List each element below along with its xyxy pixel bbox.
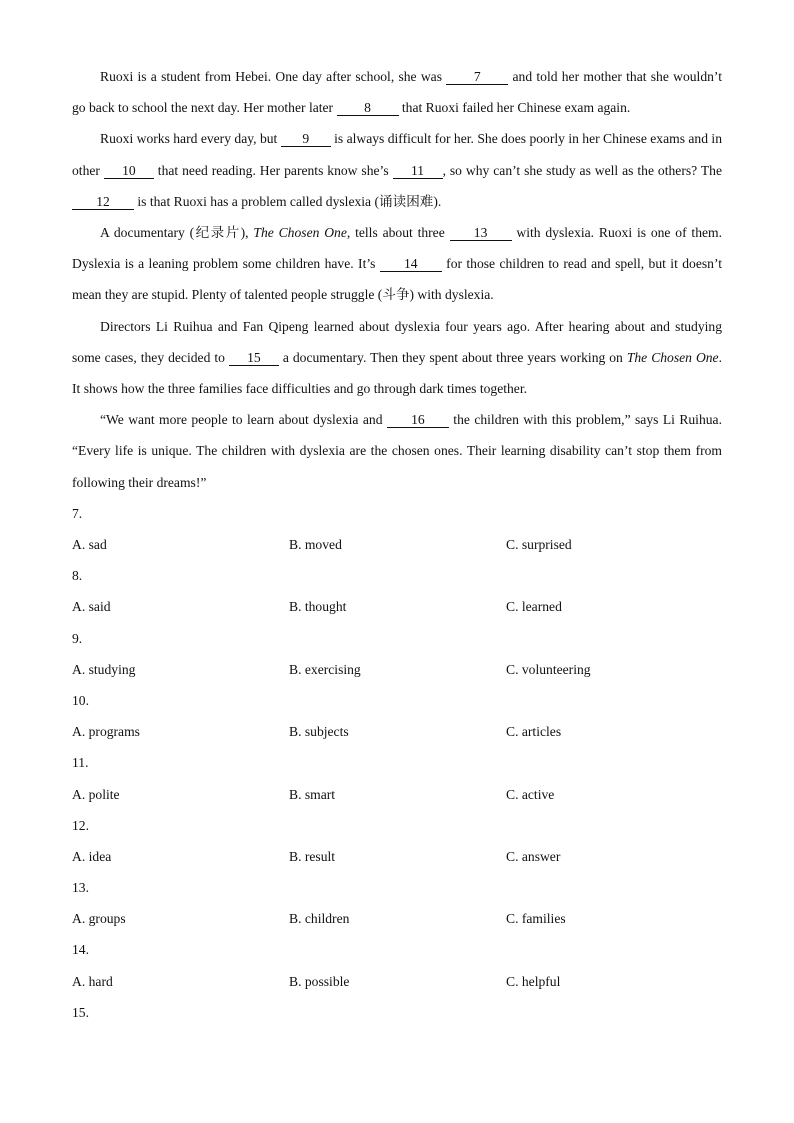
blank-10: 10 xyxy=(104,163,154,179)
passage-paragraph-2 xyxy=(72,123,722,217)
blank-11: 11 xyxy=(393,163,443,179)
question-options xyxy=(72,716,722,747)
p5-text-1: “We want more people to learn about dyslexia and xyxy=(100,412,387,428)
question-options xyxy=(72,654,722,685)
option-b[interactable]: B. result xyxy=(289,848,336,864)
option-b[interactable]: B. smart xyxy=(289,786,336,802)
p1-text-3: that Ruoxi failed her Chinese exam again. xyxy=(398,100,631,116)
option-a[interactable]: A. said xyxy=(72,599,111,615)
p3-text-2: , tells about three xyxy=(346,225,450,241)
p5-text-2: the children with this problem,” says Li Ruihua. “Every life is unique. The children with dyslexia are the chosen ones. Their learning disability can’t stop them from following their dreams!” xyxy=(72,412,722,490)
blank-16: 16 xyxy=(387,412,449,428)
documentary-title: The Chosen One xyxy=(253,225,347,241)
p2-text-2: is always difficult for her. She does poorly in her Chinese exams and in other xyxy=(72,131,722,178)
option-a[interactable]: A. polite xyxy=(72,786,120,802)
p2-text-3: that need reading. Her parents know she’s xyxy=(153,162,393,178)
option-b[interactable]: B. moved xyxy=(289,537,342,553)
question-options xyxy=(72,966,722,997)
question-number: 12. xyxy=(72,817,89,833)
blank-8: 8 xyxy=(337,100,399,116)
option-c[interactable]: C. helpful xyxy=(506,973,561,989)
question-options xyxy=(72,529,722,560)
option-a[interactable]: A. idea xyxy=(72,848,112,864)
question-options xyxy=(72,779,722,810)
p1-text-1: Ruoxi is a student from Hebei. One day after school, she was xyxy=(100,69,447,84)
option-b[interactable]: B. thought xyxy=(289,599,347,615)
question-number: 8. xyxy=(72,568,83,584)
p2-text-5: is that Ruoxi has a problem called dyslexia (诵读困难). xyxy=(134,193,442,209)
option-b[interactable]: B. possible xyxy=(289,973,350,989)
option-c[interactable]: C. active xyxy=(506,786,555,802)
blank-13: 13 xyxy=(450,225,512,241)
option-c[interactable]: C. families xyxy=(506,911,566,927)
p4-text-2: a documentary. Then they spent about three years working on xyxy=(278,349,627,365)
p4-text-1: Directors Li Ruihua and Fan Qipeng learned about dyslexia four years ago. After hearing about and studying some cases, they decided to xyxy=(72,318,722,365)
question-number: 11. xyxy=(72,755,89,771)
option-b[interactable]: B. exercising xyxy=(289,661,361,677)
passage-paragraph-4 xyxy=(72,311,722,405)
question-number: 14. xyxy=(72,942,89,958)
option-a[interactable]: A. hard xyxy=(72,973,113,989)
question-number: 15. xyxy=(72,1004,89,1020)
blank-14: 14 xyxy=(380,256,442,272)
p3-text-1: A documentary (纪录片), xyxy=(100,225,254,241)
option-b[interactable]: B. children xyxy=(289,911,350,927)
p3-text-3: with dyslexia. Ruoxi is one of them. Dyslexia is a leaning problem some children have. It’s xyxy=(72,225,723,272)
p2-text-4: , so why can’t she study as well as the others? The xyxy=(442,162,722,178)
option-c[interactable]: C. answer xyxy=(506,848,561,864)
question-options xyxy=(72,841,722,872)
option-a[interactable]: A. studying xyxy=(72,661,136,677)
passage-paragraph-1 xyxy=(72,61,722,123)
passage-paragraph-3 xyxy=(72,217,722,311)
p1-text-2: and told her mother that she wouldn’t go back to school the next day. Her mother later xyxy=(72,69,722,116)
question-list xyxy=(72,498,722,1028)
passage-paragraph-5 xyxy=(72,404,722,498)
option-a[interactable]: A. sad xyxy=(72,537,107,553)
p2-text-1: Ruoxi works hard every day, but xyxy=(100,131,281,147)
blank-7: 7 xyxy=(446,69,508,85)
option-a[interactable]: A. programs xyxy=(72,724,140,740)
blank-12: 12 xyxy=(72,194,134,210)
blank-15: 15 xyxy=(229,350,279,366)
option-b[interactable]: B. subjects xyxy=(289,724,349,740)
question-options xyxy=(72,903,722,934)
question-number: 9. xyxy=(72,630,83,646)
option-c[interactable]: C. surprised xyxy=(506,537,572,553)
question-options xyxy=(72,591,722,622)
question-number: 10. xyxy=(72,692,89,708)
option-c[interactable]: C. articles xyxy=(506,724,562,740)
p4-text-3: . It shows how the three families face difficulties and go through dark times together. xyxy=(72,349,722,397)
p3-text-4: for those children to read and spell, but it doesn’t mean they are stupid. Plenty of talented people struggle (斗争) with dyslexia. xyxy=(72,256,723,303)
question-number: 13. xyxy=(72,880,89,896)
option-a[interactable]: A. groups xyxy=(72,911,126,927)
blank-9: 9 xyxy=(281,131,331,147)
option-c[interactable]: C. volunteering xyxy=(506,661,591,677)
documentary-title: The Chosen One xyxy=(626,349,719,365)
question-number: 7. xyxy=(72,505,83,521)
option-c[interactable]: C. learned xyxy=(506,599,562,615)
